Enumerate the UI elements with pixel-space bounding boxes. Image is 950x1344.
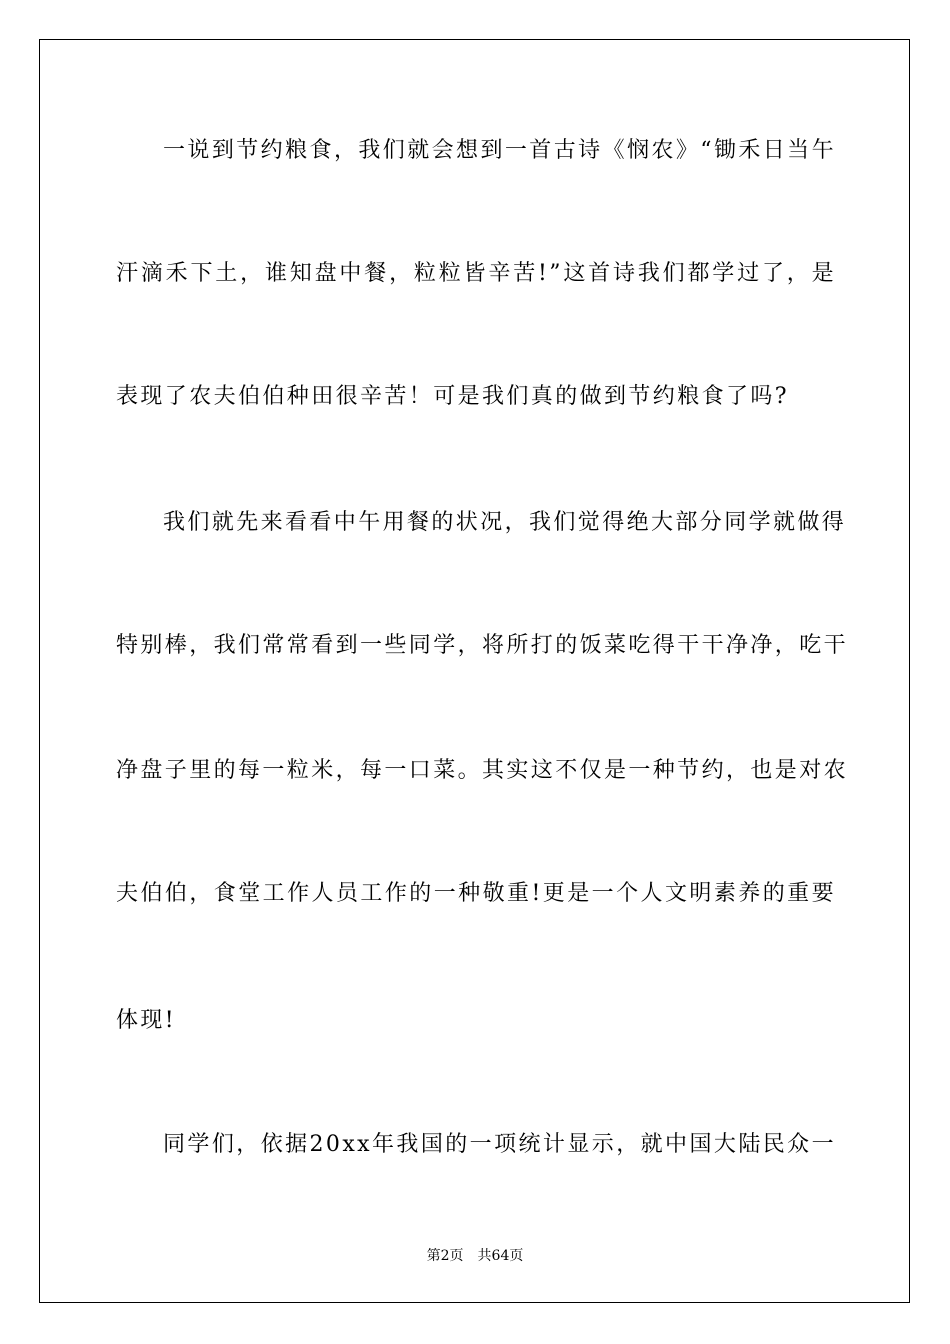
paragraph-line: 夫伯伯，食堂工作人员工作的一种敬重!更是一个人文明素养的重要 (116, 881, 836, 906)
paragraph-line: 汗滴禾下土，谁知盘中餐，粒粒皆辛苦!”这首诗我们都学过了，是 (116, 261, 836, 286)
paragraph-line: 体现! (116, 1008, 177, 1033)
paragraph-line: 净盘子里的每一粒米，每一口菜。其实这不仅是一种节约，也是对农 (116, 758, 849, 783)
paragraph-line: 我们就先来看看中午用餐的状况，我们觉得绝大部分同学就做得 (163, 510, 847, 535)
paragraph-line: 表现了农夫伯伯种田很辛苦！可是我们真的做到节约粮食了吗? (116, 384, 789, 409)
page-footer (0, 1247, 950, 1265)
paragraph-line: 特别棒，我们常常看到一些同学，将所打的饭菜吃得干干净净，吃干 (116, 633, 849, 658)
page-total: 共64页 (477, 1248, 524, 1264)
paragraph-line: 一说到节约粮食，我们就会想到一首古诗《悯农》“锄禾日当午 (163, 138, 836, 163)
page-border (39, 39, 910, 1303)
paragraph-line: 同学们，依据20xx年我国的一项统计显示，就中国大陆民众一 (163, 1132, 836, 1157)
page-number: 第2页 (426, 1248, 464, 1264)
